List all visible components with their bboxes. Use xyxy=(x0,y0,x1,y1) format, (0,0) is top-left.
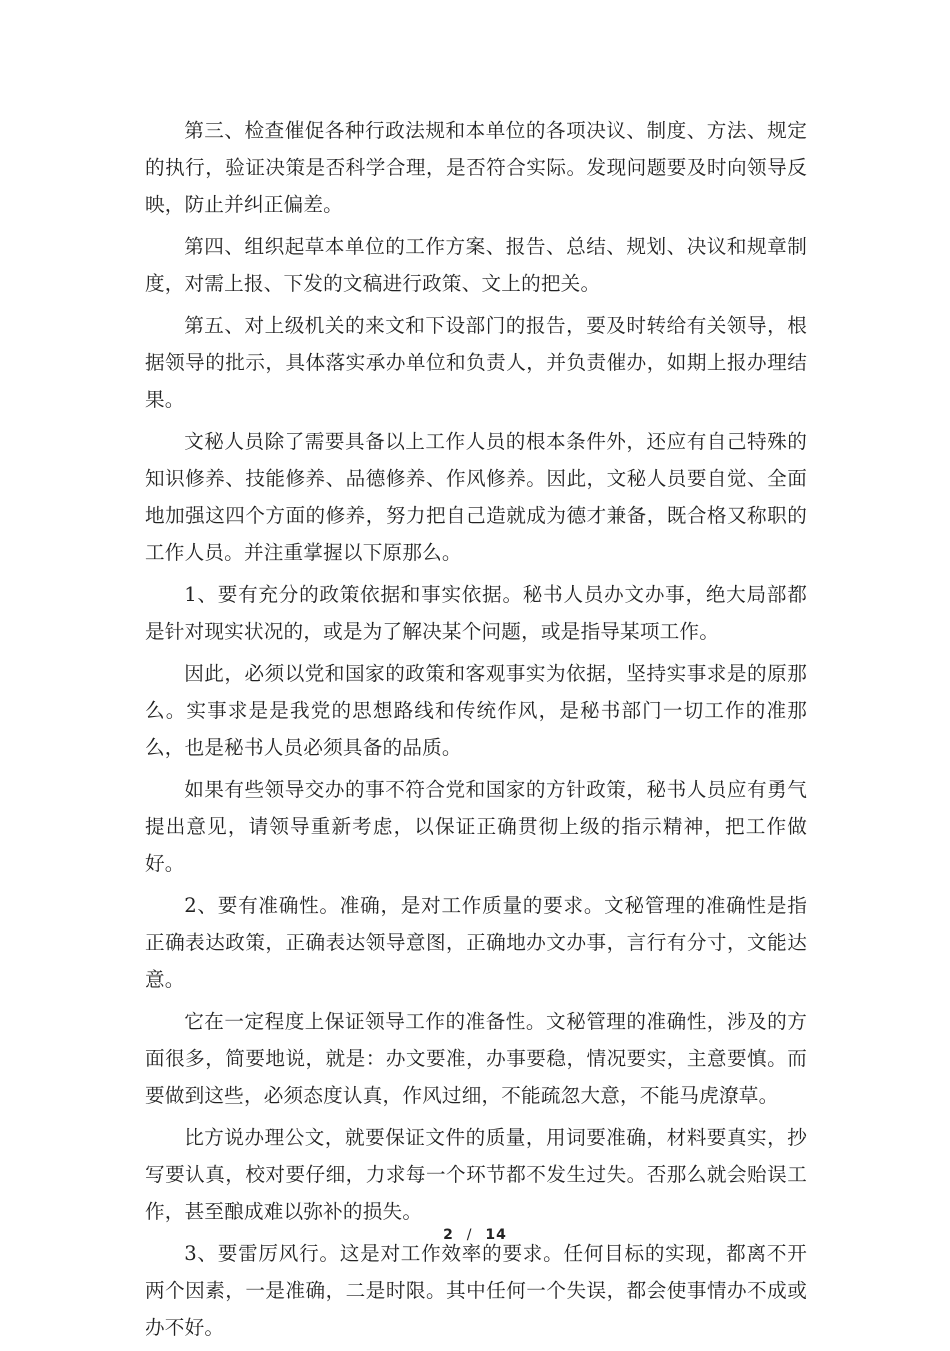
page-number-footer xyxy=(0,1227,950,1243)
page-separator: / xyxy=(466,1227,473,1243)
paragraph-11: 3、要雷厉风行。这是对工作效率的要求。任何目标的实现，都离不开两个因素，一是准确，二是时限。其中任何一个失误，都会使事情办不成或办不好。 xyxy=(145,1242,807,1339)
total-pages-number: 14 xyxy=(485,1227,507,1243)
paragraph-3: 第五、对上级机关的来文和下设部门的报告，要及时转给有关领导，根据领导的批示，具体落实承办单位和负责人，并负责催办，如期上报办理结果。 xyxy=(145,314,807,411)
paragraph-5: 1、要有充分的政策依据和事实依据。秘书人员办文办事，绝大局部都是针对现实状况的，或是为了解决某个问题，或是指导某项工作。 xyxy=(145,583,807,643)
paragraph-4: 文秘人员除了需要具备以上工作人员的根本条件外，还应有自己特殊的知识修养、技能修养、品德修养、作风修养。因此，文秘人员要自觉、全面地加强这四个方面的修养，努力把自己造就成为德才兼备，既合格又称职的工作人员。并注重掌握以下原那么。 xyxy=(145,430,807,564)
paragraph-2: 第四、组织起草本单位的工作方案、报告、总结、规划、决议和规章制度，对需上报、下发的文稿进行政策、文上的把关。 xyxy=(145,235,807,295)
document-body xyxy=(145,112,807,1351)
current-page-number: 2 xyxy=(443,1227,454,1243)
paragraph-7: 如果有些领导交办的事不符合党和国家的方针政策，秘书人员应有勇气提出意见，请领导重新考虑，以保证正确贯彻上级的指示精神，把工作做好。 xyxy=(145,778,807,875)
paragraph-1: 第三、检查催促各种行政法规和本单位的各项决议、制度、方法、规定的执行，验证决策是否科学合理，是否符合实际。发现问题要及时向领导反映，防止并纠正偏差。 xyxy=(145,119,807,216)
paragraph-6: 因此，必须以党和国家的政策和客观事实为依据，坚持实事求是的原那么。实事求是是我党的思想路线和传统作风，是秘书部门一切工作的准那么，也是秘书人员必须具备的品质。 xyxy=(145,662,807,759)
paragraph-8: 2、要有准确性。准确，是对工作质量的要求。文秘管理的准确性是指正确表达政策，正确表达领导意图，正确地办文办事，言行有分寸，文能达意。 xyxy=(145,894,807,991)
paragraph-10: 比方说办理公文，就要保证文件的质量，用词要准确，材料要真实，抄写要认真，校对要仔细，力求每一个环节都不发生过失。否那么就会贻误工作，甚至酿成难以弥补的损失。 xyxy=(145,1126,807,1223)
paragraph-9: 它在一定程度上保证领导工作的准备性。文秘管理的准确性，涉及的方面很多，简要地说，就是：办文要准，办事要稳，情况要实，主意要慎。而要做到这些，必须态度认真，作风过细，不能疏忽大意，不能马虎潦草。 xyxy=(145,1010,807,1107)
